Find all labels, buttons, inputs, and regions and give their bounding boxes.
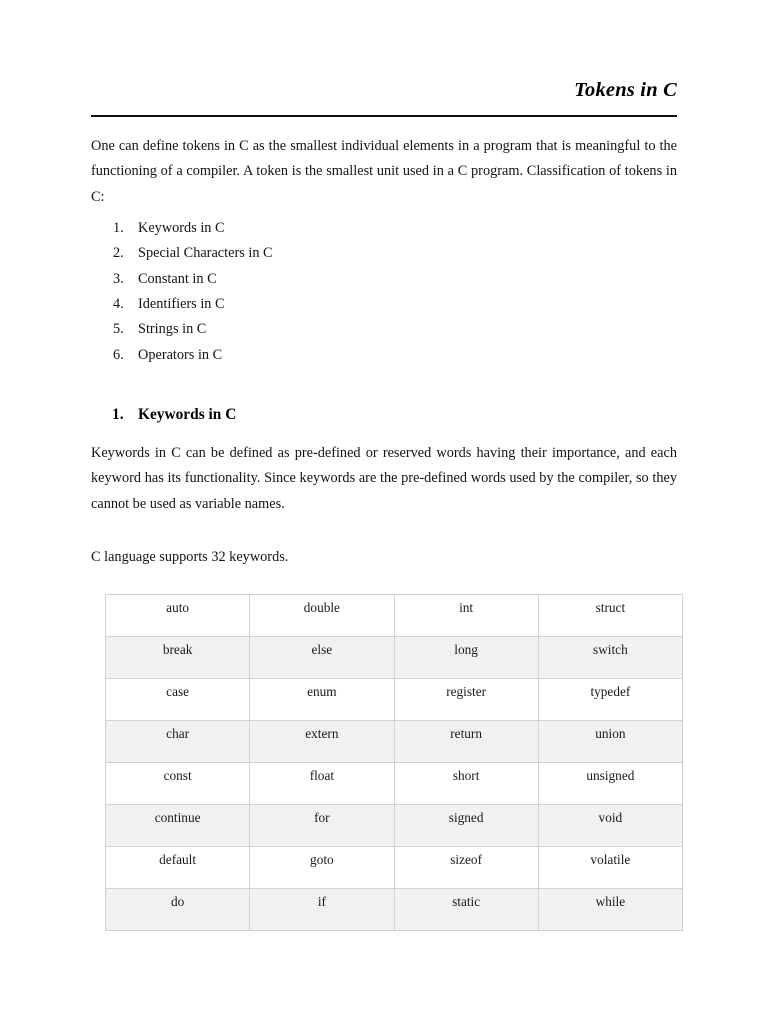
list-item-label: Keywords in C <box>138 220 225 237</box>
list-item-number: 2. <box>113 245 124 262</box>
table-cell: unsigned <box>538 762 682 804</box>
list-item <box>91 267 677 292</box>
page-title: Tokens in C <box>574 79 677 101</box>
list-item <box>91 241 677 266</box>
table-cell: do <box>106 888 250 930</box>
table-row <box>106 720 683 762</box>
keyword-table-body <box>106 594 683 930</box>
table-cell: extern <box>250 720 394 762</box>
table-row <box>106 846 683 888</box>
intro-paragraph: One can define tokens in C as the smallest individual elements in a program that is meaningful to the functioning of a compiler. A token is the smallest unit used in a C program. Classification of tokens in C: <box>91 137 677 205</box>
list-item-number: 5. <box>113 321 124 338</box>
section-heading-number: 1. <box>112 405 124 423</box>
list-item-number: 4. <box>113 295 124 312</box>
table-cell: goto <box>250 846 394 888</box>
table-cell: long <box>394 636 538 678</box>
table-cell: union <box>538 720 682 762</box>
list-item <box>91 343 677 368</box>
table-cell: double <box>250 594 394 636</box>
list-item <box>91 292 677 317</box>
table-cell: struct <box>538 594 682 636</box>
table-cell: int <box>394 594 538 636</box>
list-item <box>91 317 677 342</box>
table-cell: if <box>250 888 394 930</box>
table-cell: char <box>106 720 250 762</box>
table-cell: enum <box>250 678 394 720</box>
list-item-label: Strings in C <box>138 321 207 338</box>
table-cell: static <box>394 888 538 930</box>
table-cell: break <box>106 636 250 678</box>
section-paragraph: Keywords in C can be defined as pre-defined or reserved words having their importance, and each keyword has its functionality. Since keywords are the pre-defined words used by the compiler, so they cannot be used as variable names. <box>91 444 677 512</box>
table-cell: else <box>250 636 394 678</box>
table-cell: short <box>394 762 538 804</box>
table-cell: while <box>538 888 682 930</box>
table-cell: continue <box>106 804 250 846</box>
table-cell: for <box>250 804 394 846</box>
table-cell: typedef <box>538 678 682 720</box>
table-cell: default <box>106 846 250 888</box>
keyword-table <box>105 594 683 931</box>
table-row <box>106 636 683 678</box>
section-heading <box>91 368 677 427</box>
table-cell: switch <box>538 636 682 678</box>
table-cell: volatile <box>538 846 682 888</box>
section-heading-label: Keywords in C <box>138 405 237 423</box>
table-cell: return <box>394 720 538 762</box>
table-cell: float <box>250 762 394 804</box>
table-cell: auto <box>106 594 250 636</box>
table-row <box>106 594 683 636</box>
keyword-table-wrapper <box>91 571 677 931</box>
table-cell: signed <box>394 804 538 846</box>
classification-list <box>91 210 677 368</box>
table-row <box>106 888 683 930</box>
list-item <box>91 216 677 241</box>
table-cell: case <box>106 678 250 720</box>
table-cell: const <box>106 762 250 804</box>
list-item-label: Special Characters in C <box>138 245 273 262</box>
list-item-label: Constant in C <box>138 270 217 287</box>
table-row <box>106 678 683 720</box>
list-item-number: 3. <box>113 270 124 287</box>
table-cell: void <box>538 804 682 846</box>
table-cell: sizeof <box>394 846 538 888</box>
list-item-label: Operators in C <box>138 346 223 363</box>
list-item-number: 1. <box>113 220 124 237</box>
document-content <box>91 0 677 931</box>
support-note: C language supports 32 keywords. <box>91 549 289 566</box>
table-cell: register <box>394 678 538 720</box>
table-row <box>106 804 683 846</box>
table-row <box>106 762 683 804</box>
list-item-number: 6. <box>113 346 124 363</box>
list-item-label: Identifiers in C <box>138 295 225 312</box>
